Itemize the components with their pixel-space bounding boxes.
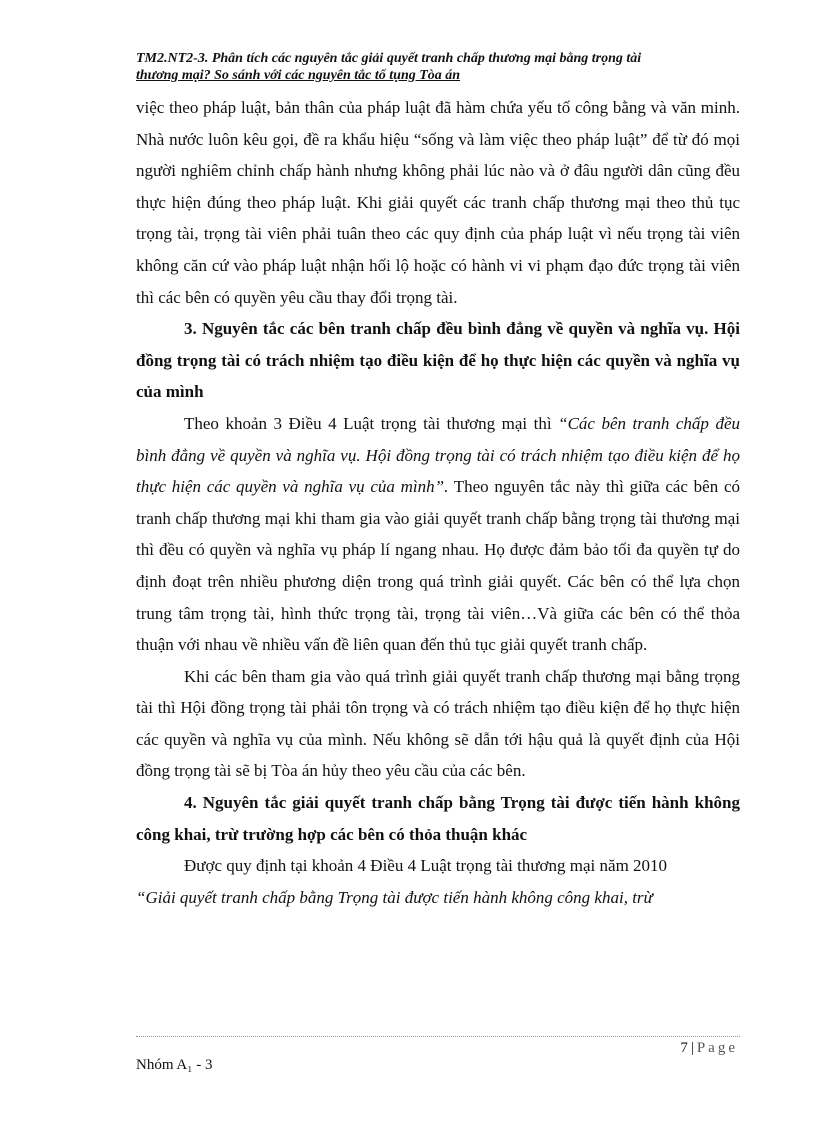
law-quote-continued: “Giải quyết tranh chấp bằng Trọng tài được tiến hành không công khai, trừ — [136, 887, 653, 907]
paragraph-principle-3 — [136, 408, 740, 661]
paragraph-lead: Theo khoản 3 Điều 4 Luật trọng tài thương mại thì — [184, 413, 559, 433]
header-line-2: thương mại? So sánh với các nguyên tắc tố tụng Tòa án — [136, 68, 461, 83]
page-number-value: 7 — [680, 1040, 688, 1056]
section-heading-3: 3. Nguyên tắc các bên tranh chấp đều bình đẳng về quyền và nghĩa vụ. Hội đồng trọng tài có trách nhiệm tạo điều kiện để họ thực hiện các quyền và nghĩa vụ của mình — [136, 319, 740, 402]
page-separator: | — [690, 1040, 694, 1056]
document-body — [136, 92, 740, 913]
group-label: Nhóm A₁ - 3 — [136, 1057, 213, 1073]
paragraph-tribunal-duty: Khi các bên tham gia vào quá trình giải quyết tranh chấp thương mại bằng trọng tài thì Hội đồng trọng tài phải tôn trọng và có trách nhiệm tạo điều kiện để họ thực hiện các quyền và nghĩa vụ của mình. Nếu không sẽ dẫn tới hậu quả là quyết định của Hội đồng trọng tài sẽ bị Tòa án hủy theo yêu cầu của các bên. — [136, 666, 740, 781]
law-quote: “Các bên tranh chấp đều bình đẳng về quyền và nghĩa vụ. Hội đồng trọng tài có trách nhiệm tạo điều kiện để họ thực hiện các quyền và nghĩa vụ của mình”. — [136, 413, 740, 497]
paragraph-principle-4-lead: Được quy định tại khoản 4 Điều 4 Luật trọng tài thương mại năm 2010 — [184, 856, 668, 876]
page-label: Page — [696, 1040, 738, 1056]
running-header — [136, 50, 736, 84]
paragraph-rest: Theo nguyên tắc này thì giữa các bên có tranh chấp thương mại khi tham gia vào giải quyết tranh chấp bằng trọng tài thương mại thì đều có quyền và nghĩa vụ pháp lí ngang nhau. Họ được đảm bảo tối đa quyền tự do định đoạt trên nhiều phương diện trong quá trình giải quyết. Các bên có thể lựa chọn trung tâm trọng tài, hình thức trọng tài, trọng tài viên…Và giữa các bên có thể thỏa thuận với nhau về nhiều vấn đề liên quan đến thủ tục giải quyết tranh chấp. — [136, 477, 740, 655]
section-heading-4: 4. Nguyên tắc giải quyết tranh chấp bằng Trọng tài được tiến hành không công khai, trừ trường hợp các bên có thỏa thuận khác — [136, 793, 740, 844]
paragraph-continuation: việc theo pháp luật, bản thân của pháp luật đã hàm chứa yếu tố công bằng và văn minh. Nhà nước luôn kêu gọi, đề ra khẩu hiệu “sống và làm việc theo pháp luật” để từ đó mọi người nghiêm chỉnh chấp hành nhưng không phải lúc nào và ở đâu người dân cũng đều thực hiện đúng theo pháp luật. Khi giải quyết các tranh chấp thương mại theo thủ tục trọng tài, trọng tài viên phải tuân theo các quy định của pháp luật vì nếu trọng tài viên không căn cứ vào pháp luật nhận hối lộ hoặc có hành vi vi phạm đạo đức trọng tài viên thì các bên có quyền yêu cầu thay đổi trọng tài. — [136, 98, 740, 307]
footer-divider — [136, 1036, 740, 1037]
header-line-1: TM2.NT2-3. Phân tích các nguyên tắc giải quyết tranh chấp thương mại bằng trọng tài — [136, 51, 642, 66]
page-number — [680, 1040, 738, 1057]
